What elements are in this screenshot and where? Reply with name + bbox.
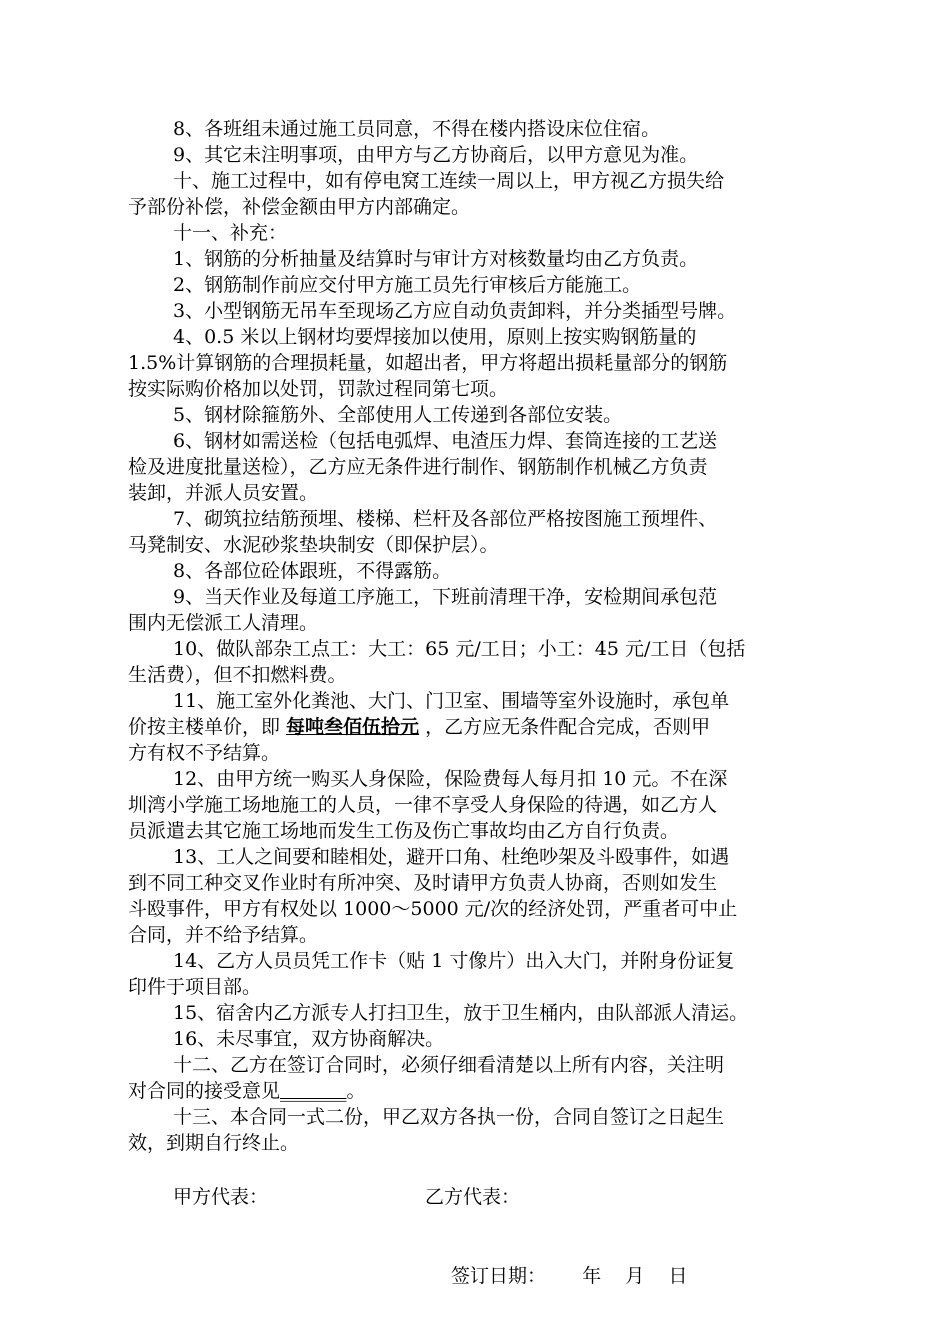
clause-line: 16、未尽事宜，双方协商解决。: [173, 1028, 445, 1050]
party-b-signature-label: 乙方代表：: [425, 1186, 521, 1208]
clause-line: 生活费），但不扣燃料费。: [128, 664, 347, 686]
clause-line: 7、砌筑拉结筋预埋、楼梯、栏杆及各部位严格按图施工预埋件、: [173, 508, 718, 530]
clause-line: 8、各班组未通过施工员同意，不得在楼内搭设床位住宿。: [173, 118, 661, 140]
clause-line: 合同，并不给予结算。: [128, 924, 319, 946]
clause-line: 3、小型钢筋无吊车至现场乙方应自动负责卸料，并分类插型号牌。: [173, 300, 737, 322]
clause-line: 马凳制安、水泥砂浆垫块制安（即保护层）。: [128, 534, 499, 556]
clause-line: 11、施工室外化粪池、大门、门卫室、围墙等室外设施时，承包单: [173, 690, 730, 712]
clause-line: 13、工人之间要和睦相处，避开口角、杜绝吵架及斗殴事件，如遇: [173, 846, 730, 868]
clause-line: 价按主楼单价，即 每吨叁佰伍拾元 ，乙方应无条件配合完成，否则甲: [128, 716, 711, 738]
clause-line: 9、其它未注明事项，由甲方与乙方协商后，以甲方意见为准。: [173, 144, 699, 166]
clause-line: 圳湾小学施工场地施工的人员，一律不享受人身保险的待遇，如乙方人: [128, 794, 718, 816]
clause-line: 十三、本合同一式二份，甲乙双方各执一份，合同自签订之日起生: [173, 1106, 725, 1128]
party-a-signature-label: 甲方代表：: [173, 1186, 269, 1208]
clause-line: 12、由甲方统一购买人身保险，保险费每人每月扣 10 元。不在深: [173, 768, 728, 790]
clause-line: 2、钢筋制作前应交付甲方施工员先行审核后方能施工。: [173, 274, 642, 296]
clause-line: 按实际购价格加以处罚，罚款过程同第七项。: [128, 378, 509, 400]
clause-line: 8、各部位砼体跟班，不得露筋。: [173, 560, 452, 582]
clause-line: 检及进度批量送检），乙方应无条件进行制作、钢筋制作机械乙方负责: [128, 456, 708, 478]
clause-line: 印件于项目部。: [128, 976, 262, 998]
clause-line: 9、当天作业及每道工序施工，下班前清理干净，安检期间承包范: [173, 586, 718, 608]
clause-line: 6、钢材如需送检（包括电弧焊、电渣压力焊、套筒连接的工艺送: [173, 430, 718, 452]
sign-date: 签订日期： 年 月 日: [451, 1265, 688, 1287]
clause-line: 1.5%计算钢筋的合理损耗量，如超出者，甲方将超出损耗量部分的钢筋: [128, 352, 728, 374]
clause-line: 15、宿舍内乙方派专人打扫卫生，放于卫生桶内，由队部派人清运。: [173, 1002, 749, 1024]
clause-line: 斗殴事件，甲方有权处以 1000～5000 元/次的经济处罚，严重者可中止: [128, 898, 738, 920]
clause-line: 到不同工种交叉作业时有所冲突、及时请甲方负责人协商，否则如发生: [128, 872, 718, 894]
unit-price-amount: 每吨叁佰伍拾元: [286, 716, 420, 738]
clause-line: 十、施工过程中，如有停电窝工连续一周以上，甲方视乙方损失给: [173, 170, 725, 192]
clause-line: 1、钢筋的分析抽量及结算时与审计方对核数量均由乙方负责。: [173, 248, 699, 270]
clause-line: 10、做队部杂工点工：大工：65 元/工日；小工：45 元/工日（包括: [173, 638, 746, 660]
clause-line: 方有权不予结算。: [128, 742, 281, 764]
clause-line: 员派遣去其它施工场地而发生工伤及伤亡事故均由乙方自行负责。: [128, 820, 680, 842]
clause-line: 5、钢材除箍筋外、全部使用人工传递到各部位安装。: [173, 404, 623, 426]
clause-line: 4、0.5 米以上钢材均要焊接加以使用，原则上按实购钢筋量的: [173, 326, 697, 348]
clause-line: 予部份补偿，补偿金额由甲方内部确定。: [128, 196, 471, 218]
clause-line: 十二、乙方在签订合同时，必须仔细看清楚以上所有内容，关注明: [173, 1054, 725, 1076]
clause-line: 效，到期自行终止。: [128, 1132, 300, 1154]
clause-line: 对合同的接受意见_______。: [128, 1080, 366, 1102]
clause-line: 14、乙方人员员凭工作卡（贴 1 寸像片）出入大门，并附身份证复: [173, 950, 735, 972]
section-heading: 十一、补充：: [173, 222, 288, 244]
clause-line: 装卸，并派人员安置。: [128, 482, 319, 504]
clause-line: 围内无偿派工人清理。: [128, 612, 319, 634]
acceptance-blank[interactable]: _______: [280, 1080, 347, 1102]
